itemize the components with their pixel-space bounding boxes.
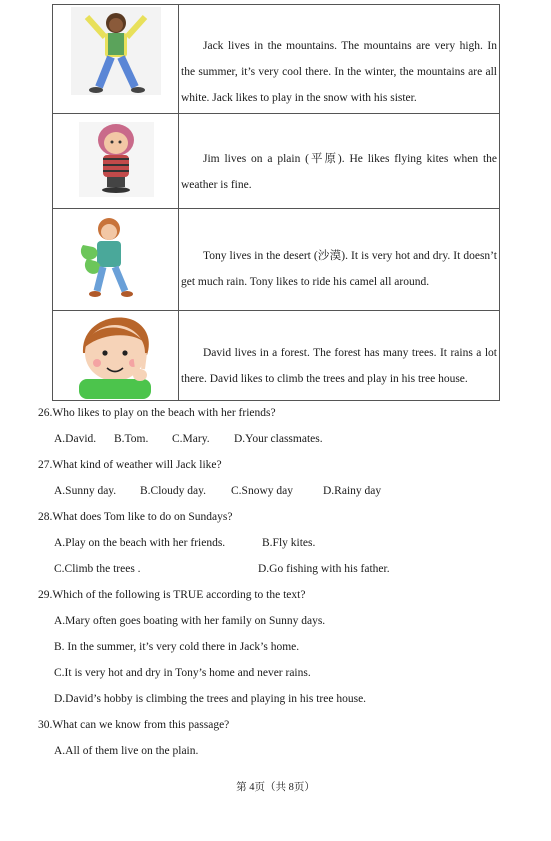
- question-30: 30.What can we know from this passage?: [38, 719, 230, 731]
- option: C.Climb the trees .: [54, 563, 141, 575]
- option: A.Sunny day.: [54, 485, 117, 497]
- passage-text: Jack lives in the mountains. The mountains are very high. In the summer, it’s very cool there. In the winter, the mountains are all white. Jack likes to play in the snow with his sister.: [181, 40, 497, 104]
- page-footer: 第 4页（共 8页）: [236, 782, 315, 793]
- boy-with-hood-icon: [79, 122, 154, 197]
- option: B.Tom.: [114, 433, 149, 445]
- option: D.Go fishing with his father.: [258, 563, 390, 575]
- question-26: 26.Who likes to play on the beach with her friends?: [38, 407, 276, 419]
- passage-text: Jim lives on a plain (平原). He likes flying kites when the weather is fine.: [181, 153, 497, 191]
- passage-table: [52, 4, 500, 401]
- boy-waving-icon: [75, 313, 157, 399]
- picture-cell: [53, 311, 179, 400]
- question-27: 27.What kind of weather will Jack like?: [38, 459, 222, 471]
- option: D.Your classmates.: [234, 433, 323, 445]
- picture-cell: [53, 209, 179, 310]
- option: C.Mary.: [172, 433, 210, 445]
- picture-cell: [53, 114, 179, 208]
- boy-in-mountains-icon: [71, 7, 161, 95]
- option: C.Snowy day: [231, 485, 293, 497]
- option: B.Cloudy day.: [140, 485, 207, 497]
- table-row: [53, 5, 499, 114]
- option: C.It is very hot and dry in Tony’s home and never rains.: [54, 667, 311, 679]
- passage-text: David lives in a forest. The forest has many trees. It rains a lot there. David likes to climb the trees and play in his tree house.: [181, 347, 497, 385]
- option: A.David.: [54, 433, 97, 445]
- table-row: [53, 311, 499, 400]
- option: A.All of them live on the plain.: [54, 745, 199, 757]
- question-29: 29.Which of the following is TRUE according to the text?: [38, 589, 306, 601]
- option: D.David’s hobby is climbing the trees and playing in his tree house.: [54, 693, 367, 705]
- table-row: [53, 209, 499, 311]
- option: A.Mary often goes boating with her family on Sunny days.: [54, 615, 326, 627]
- table-row: [53, 114, 499, 209]
- option: B.Fly kites.: [262, 537, 316, 549]
- question-28: 28.What does Tom like to do on Sundays?: [38, 511, 233, 523]
- passage-text: Tony lives in the desert (沙漠). It is very hot and dry. It doesn’t get much rain. Tony likes to ride his camel all around.: [181, 250, 497, 288]
- boy-in-desert-icon: [75, 215, 145, 299]
- option: B. In the summer, it’s very cold there in Jack’s home.: [54, 641, 300, 653]
- option: A.Play on the beach with her friends.: [54, 537, 226, 549]
- picture-cell: [53, 5, 179, 113]
- option: D.Rainy day: [323, 485, 382, 497]
